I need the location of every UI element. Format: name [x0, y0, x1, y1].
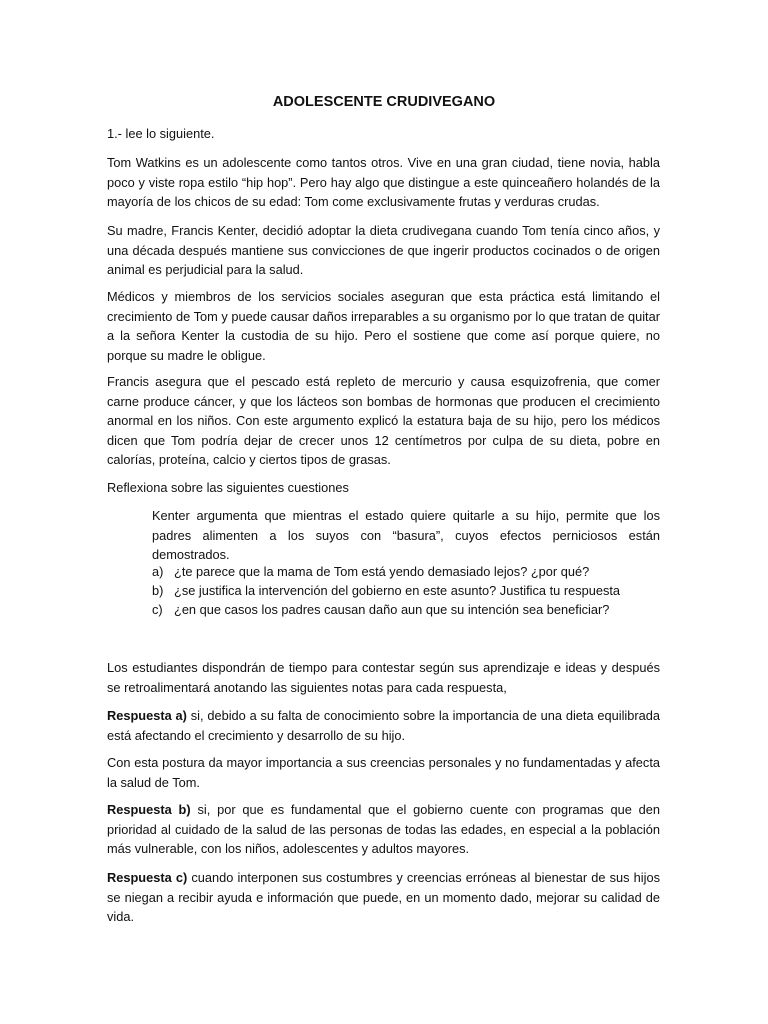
- question-a: [152, 562, 660, 581]
- indented-quote: Kenter argumenta que mientras el estado quiere quitarle a su hijo, permite que los padres alimenten a los suyos con “basura”, cuyos efectos perniciosos están demostrados.: [152, 508, 660, 563]
- question-marker: c): [152, 602, 163, 617]
- question-c: [152, 600, 660, 619]
- answer-a-text: si, debido a su falta de conocimiento sobre la importancia de una dieta equilibrada está afectando el crecimiento y desarrollo de su hijo.: [107, 708, 660, 743]
- question-text: ¿en que casos los padres causan daño aun que su intención sea beneficiar?: [174, 602, 610, 617]
- answer-a-label: Respuesta a): [107, 708, 187, 723]
- answer-a-extra: Con esta postura da mayor importancia a sus creencias personales y no fundamentadas y afecta la salud de Tom.: [107, 755, 660, 790]
- question-marker: b): [152, 583, 164, 598]
- page-title: ADOLESCENTE CRUDIVEGANO: [272, 94, 496, 110]
- answer-c-text: cuando interponen sus costumbres y creencias erróneas al bienestar de sus hijos se niegan a recibir ayuda e información que puede, en un momento dado, mejorar su calidad de vida.: [107, 870, 660, 925]
- answer-c: [107, 868, 660, 927]
- question-text: ¿te parece que la mama de Tom está yendo demasiado lejos? ¿por qué?: [174, 564, 590, 579]
- answer-b-text: si, por que es fundamental que el gobierno cuente con programas que den prioridad al cuidado de la salud de las personas de todas las edades, en especial a la población más vulnerable, con los niños, adolescentes y adultos mayores.: [107, 802, 661, 857]
- question-b: [152, 581, 660, 600]
- question-marker: a): [152, 564, 164, 579]
- paragraph-3: Médicos y miembros de los servicios sociales aseguran que esta práctica está limitando el crecimiento de Tom y puede causar daños irreparables a su organismo por lo que tratan de quitar a la señora Kenter la custodia de su hijo. Pero el sostiene que come así porque quiere, no porque su madre le obligue.: [107, 289, 660, 363]
- paragraph-2: Su madre, Francis Kenter, decidió adoptar la dieta crudivegana cuando Tom tenía cinco años, y una década después mantiene sus convicciones de que ingerir productos cocinados o de origen animal es perjudicial para la salud.: [107, 223, 660, 278]
- answer-b: [107, 800, 660, 859]
- answer-b-label: Respuesta b): [107, 802, 191, 817]
- paragraph-4: Francis asegura que el pescado está repleto de mercurio y causa esquizofrenia, que comer carne produce cáncer, y que los lácteos son bombas de hormonas que producen el crecimiento anormal en los niños. Con este argumento explicó la estatura baja de su hijo, pero los médicos dicen que Tom podría dejar de crecer unos 12 centímetros por culpa de su dieta, pobre en calorías, proteína, calcio y ciertos tipos de grasas.: [107, 374, 660, 468]
- paragraph-1: Tom Watkins es un adolescente como tantos otros. Vive en una gran ciudad, tiene novia, habla poco y viste ropa estilo “hip hop”. Pero hay algo que distingue a este quinceañero holandés de la mayoría de los chicos de su edad: Tom come exclusivamente frutas y verduras crudas.: [107, 155, 660, 210]
- answer-c-label: Respuesta c): [107, 870, 188, 885]
- answer-a: [107, 706, 660, 745]
- intro-instruction: 1.- lee lo siguiente.: [107, 126, 215, 141]
- question-text: ¿se justifica la intervención del gobierno en este asunto? Justifica tu respuesta: [174, 583, 621, 598]
- reflect-heading: Reflexiona sobre las siguientes cuestiones: [107, 480, 349, 495]
- students-paragraph: Los estudiantes dispondrán de tiempo para contestar según sus aprendizaje e ideas y después se retroalimentará anotando las siguientes notas para cada respuesta,: [107, 660, 660, 695]
